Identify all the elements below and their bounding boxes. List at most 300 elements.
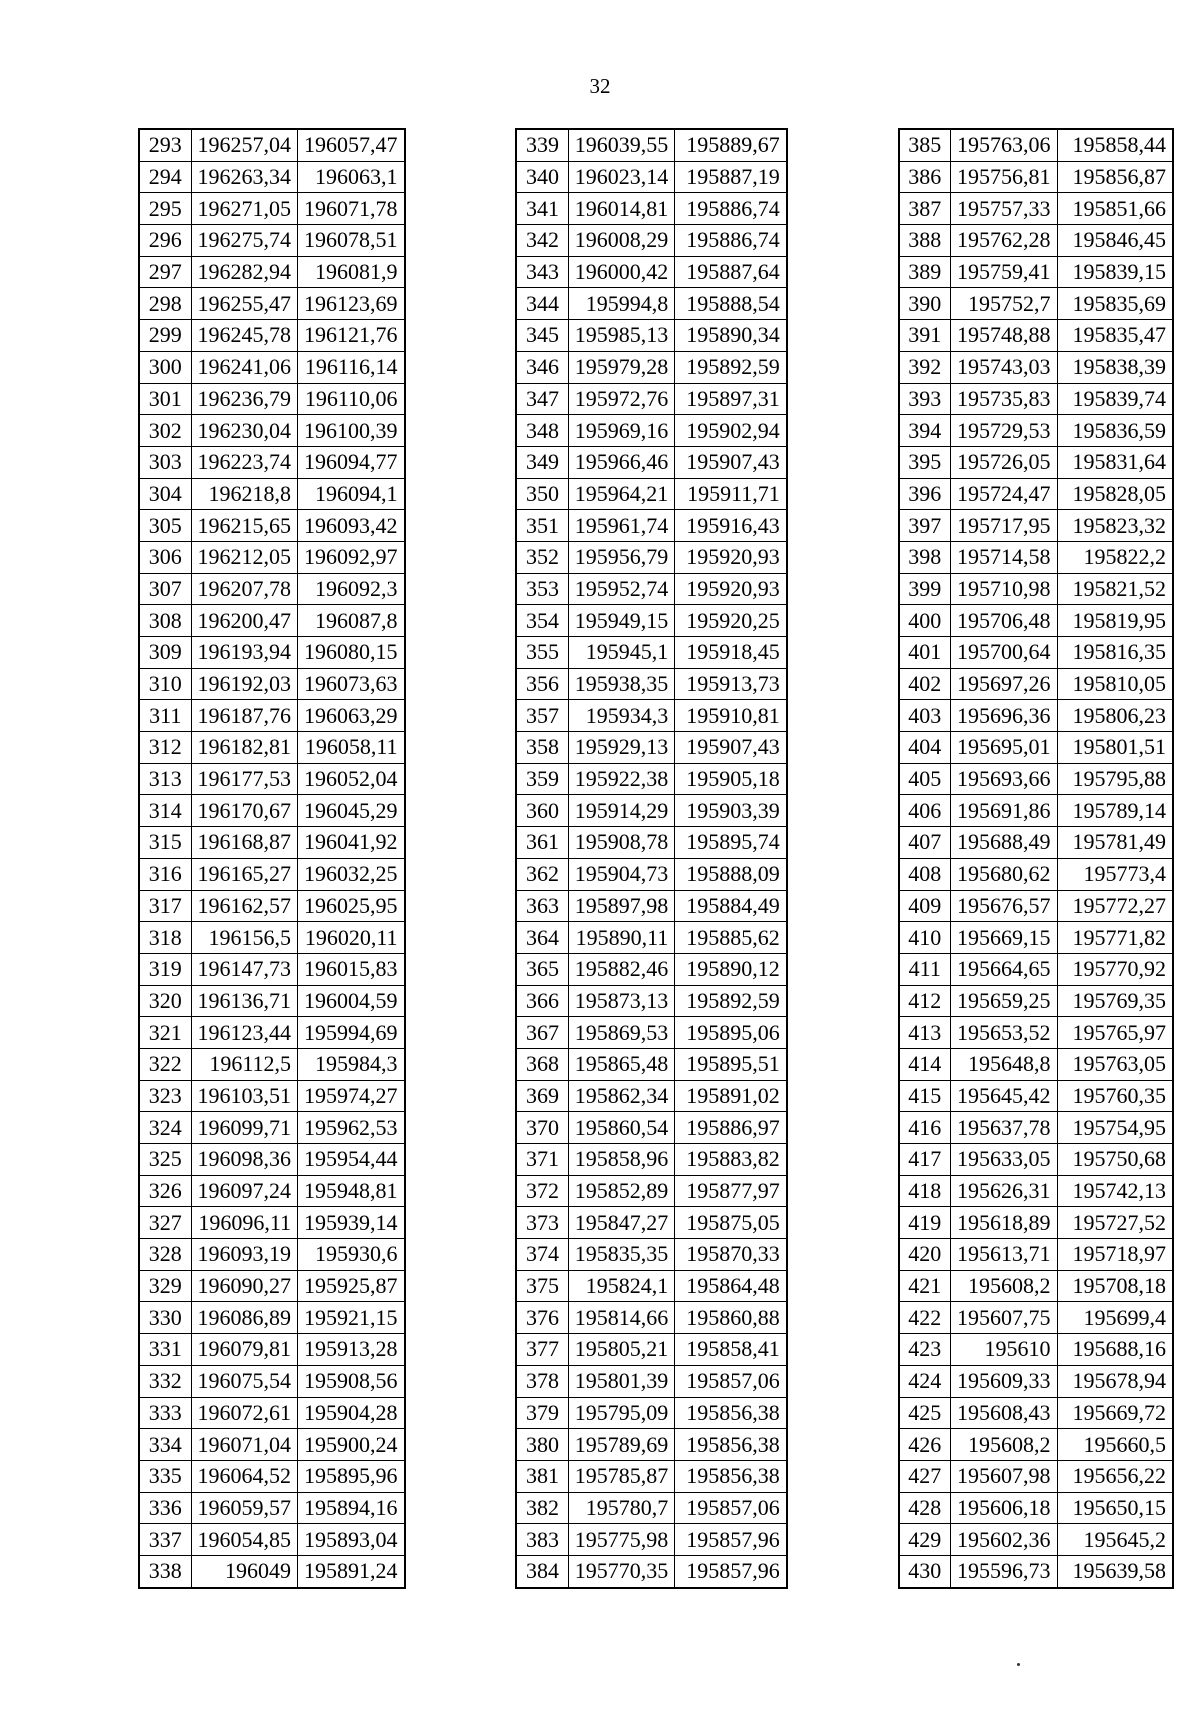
table-row bbox=[139, 351, 405, 383]
point-number-cell: 410 bbox=[899, 922, 951, 954]
table-row bbox=[899, 288, 1174, 320]
table-row bbox=[516, 573, 787, 605]
y-coordinate-cell: 195907,43 bbox=[675, 446, 787, 478]
y-coordinate-cell: 195888,09 bbox=[675, 858, 787, 890]
point-number-cell: 390 bbox=[899, 288, 951, 320]
x-coordinate-cell: 195795,09 bbox=[568, 1397, 675, 1429]
point-number-cell: 321 bbox=[139, 1017, 191, 1049]
y-coordinate-cell: 195835,47 bbox=[1057, 320, 1173, 352]
point-number-cell: 413 bbox=[899, 1017, 951, 1049]
x-coordinate-cell: 195748,88 bbox=[951, 320, 1058, 352]
point-number-cell: 369 bbox=[516, 1080, 568, 1112]
point-number-cell: 360 bbox=[516, 795, 568, 827]
point-number-cell: 406 bbox=[899, 795, 951, 827]
x-coordinate-cell: 196079,81 bbox=[191, 1334, 298, 1366]
table-row bbox=[516, 668, 787, 700]
point-number-cell: 385 bbox=[899, 129, 951, 161]
point-number-cell: 375 bbox=[516, 1270, 568, 1302]
y-coordinate-cell: 195856,38 bbox=[675, 1429, 787, 1461]
y-coordinate-cell: 195678,94 bbox=[1057, 1365, 1173, 1397]
point-number-cell: 297 bbox=[139, 256, 191, 288]
x-coordinate-cell: 195607,75 bbox=[951, 1302, 1058, 1334]
point-number-cell: 346 bbox=[516, 351, 568, 383]
table-row bbox=[139, 320, 405, 352]
table-row bbox=[139, 161, 405, 193]
x-coordinate-cell: 196059,57 bbox=[191, 1492, 298, 1524]
y-coordinate-cell: 195838,39 bbox=[1057, 351, 1173, 383]
x-coordinate-cell: 195618,89 bbox=[951, 1207, 1058, 1239]
y-coordinate-cell: 195765,97 bbox=[1057, 1017, 1173, 1049]
point-number-cell: 423 bbox=[899, 1334, 951, 1366]
y-coordinate-cell: 195877,97 bbox=[675, 1175, 787, 1207]
table-row bbox=[899, 700, 1174, 732]
table-row bbox=[516, 1270, 787, 1302]
point-number-cell: 345 bbox=[516, 320, 568, 352]
y-coordinate-cell: 195921,15 bbox=[298, 1302, 405, 1334]
x-coordinate-cell: 196071,04 bbox=[191, 1429, 298, 1461]
x-coordinate-cell: 195596,73 bbox=[951, 1555, 1058, 1587]
table-row bbox=[516, 161, 787, 193]
point-number-cell: 334 bbox=[139, 1429, 191, 1461]
point-number-cell: 335 bbox=[139, 1460, 191, 1492]
table-row bbox=[899, 763, 1174, 795]
y-coordinate-cell: 196110,06 bbox=[298, 383, 405, 415]
point-number-cell: 421 bbox=[899, 1270, 951, 1302]
point-number-cell: 316 bbox=[139, 858, 191, 890]
x-coordinate-cell: 196245,78 bbox=[191, 320, 298, 352]
y-coordinate-cell: 195750,68 bbox=[1057, 1144, 1173, 1176]
point-number-cell: 384 bbox=[516, 1555, 568, 1587]
table-row bbox=[516, 383, 787, 415]
x-coordinate-cell: 195693,66 bbox=[951, 763, 1058, 795]
point-number-cell: 357 bbox=[516, 700, 568, 732]
point-number-cell: 426 bbox=[899, 1429, 951, 1461]
point-number-cell: 302 bbox=[139, 415, 191, 447]
table-row bbox=[899, 573, 1174, 605]
point-number-cell: 299 bbox=[139, 320, 191, 352]
point-number-cell: 358 bbox=[516, 732, 568, 764]
point-number-cell: 412 bbox=[899, 985, 951, 1017]
x-coordinate-cell: 196165,27 bbox=[191, 858, 298, 890]
table-row bbox=[139, 193, 405, 225]
y-coordinate-cell: 195708,18 bbox=[1057, 1270, 1173, 1302]
y-coordinate-cell: 195930,6 bbox=[298, 1239, 405, 1271]
table-row bbox=[139, 732, 405, 764]
x-coordinate-cell: 196241,06 bbox=[191, 351, 298, 383]
y-coordinate-cell: 195839,74 bbox=[1057, 383, 1173, 415]
x-coordinate-cell: 195724,47 bbox=[951, 478, 1058, 510]
y-coordinate-cell: 195892,59 bbox=[675, 351, 787, 383]
table-row bbox=[139, 827, 405, 859]
table-row bbox=[516, 1017, 787, 1049]
point-number-cell: 320 bbox=[139, 985, 191, 1017]
table-row bbox=[516, 225, 787, 257]
x-coordinate-cell: 195608,2 bbox=[951, 1270, 1058, 1302]
table-row bbox=[516, 478, 787, 510]
x-coordinate-cell: 195952,74 bbox=[568, 573, 675, 605]
point-number-cell: 313 bbox=[139, 763, 191, 795]
y-coordinate-cell: 195885,62 bbox=[675, 922, 787, 954]
y-coordinate-cell: 195718,97 bbox=[1057, 1239, 1173, 1271]
table-row bbox=[516, 1365, 787, 1397]
x-coordinate-cell: 196187,76 bbox=[191, 700, 298, 732]
table-row bbox=[139, 668, 405, 700]
y-coordinate-cell: 195913,28 bbox=[298, 1334, 405, 1366]
table-row bbox=[139, 605, 405, 637]
x-coordinate-cell: 195904,73 bbox=[568, 858, 675, 890]
point-number-cell: 315 bbox=[139, 827, 191, 859]
table-row bbox=[899, 1302, 1174, 1334]
y-coordinate-cell: 195884,49 bbox=[675, 890, 787, 922]
y-coordinate-cell: 195900,24 bbox=[298, 1429, 405, 1461]
point-number-cell: 330 bbox=[139, 1302, 191, 1334]
x-coordinate-cell: 195865,48 bbox=[568, 1048, 675, 1080]
point-number-cell: 411 bbox=[899, 953, 951, 985]
table-row bbox=[899, 256, 1174, 288]
y-coordinate-cell: 195760,35 bbox=[1057, 1080, 1173, 1112]
table-row bbox=[139, 256, 405, 288]
table-row bbox=[516, 1207, 787, 1239]
x-coordinate-cell: 196075,54 bbox=[191, 1365, 298, 1397]
x-coordinate-cell: 195862,34 bbox=[568, 1080, 675, 1112]
table-row bbox=[516, 1302, 787, 1334]
point-number-cell: 419 bbox=[899, 1207, 951, 1239]
y-coordinate-cell: 196058,11 bbox=[298, 732, 405, 764]
table-row bbox=[139, 890, 405, 922]
point-number-cell: 371 bbox=[516, 1144, 568, 1176]
x-coordinate-cell: 196223,74 bbox=[191, 446, 298, 478]
y-coordinate-cell: 195890,12 bbox=[675, 953, 787, 985]
point-number-cell: 354 bbox=[516, 605, 568, 637]
x-coordinate-cell: 196072,61 bbox=[191, 1397, 298, 1429]
y-coordinate-cell: 195828,05 bbox=[1057, 478, 1173, 510]
table-row bbox=[899, 1429, 1174, 1461]
x-coordinate-cell: 195869,53 bbox=[568, 1017, 675, 1049]
point-number-cell: 376 bbox=[516, 1302, 568, 1334]
x-coordinate-cell: 195645,42 bbox=[951, 1080, 1058, 1112]
table-row bbox=[139, 953, 405, 985]
point-number-cell: 310 bbox=[139, 668, 191, 700]
y-coordinate-cell: 195771,82 bbox=[1057, 922, 1173, 954]
y-coordinate-cell: 195821,52 bbox=[1057, 573, 1173, 605]
x-coordinate-cell: 195860,54 bbox=[568, 1112, 675, 1144]
y-coordinate-cell: 195911,71 bbox=[675, 478, 787, 510]
x-coordinate-cell: 196097,24 bbox=[191, 1175, 298, 1207]
x-coordinate-cell: 195770,35 bbox=[568, 1555, 675, 1587]
table-row bbox=[899, 1555, 1174, 1587]
table-row bbox=[139, 1048, 405, 1080]
y-coordinate-cell: 195810,05 bbox=[1057, 668, 1173, 700]
x-coordinate-cell: 195972,76 bbox=[568, 383, 675, 415]
table-row bbox=[899, 668, 1174, 700]
x-coordinate-cell: 195949,15 bbox=[568, 605, 675, 637]
x-coordinate-cell: 196000,42 bbox=[568, 256, 675, 288]
table-row bbox=[899, 1524, 1174, 1556]
x-coordinate-cell: 195659,25 bbox=[951, 985, 1058, 1017]
point-number-cell: 305 bbox=[139, 510, 191, 542]
y-coordinate-cell: 195851,66 bbox=[1057, 193, 1173, 225]
y-coordinate-cell: 195773,4 bbox=[1057, 858, 1173, 890]
y-coordinate-cell: 195645,2 bbox=[1057, 1524, 1173, 1556]
x-coordinate-cell: 196162,57 bbox=[191, 890, 298, 922]
y-coordinate-cell: 195699,4 bbox=[1057, 1302, 1173, 1334]
table-row bbox=[139, 541, 405, 573]
x-coordinate-cell: 195873,13 bbox=[568, 985, 675, 1017]
point-number-cell: 400 bbox=[899, 605, 951, 637]
x-coordinate-cell: 196170,67 bbox=[191, 795, 298, 827]
x-coordinate-cell: 195824,1 bbox=[568, 1270, 675, 1302]
x-coordinate-cell: 196282,94 bbox=[191, 256, 298, 288]
y-coordinate-cell: 196063,29 bbox=[298, 700, 405, 732]
y-coordinate-cell: 195870,33 bbox=[675, 1239, 787, 1271]
x-coordinate-cell: 195914,29 bbox=[568, 795, 675, 827]
x-coordinate-cell: 195757,33 bbox=[951, 193, 1058, 225]
point-number-cell: 391 bbox=[899, 320, 951, 352]
x-coordinate-cell: 195752,7 bbox=[951, 288, 1058, 320]
y-coordinate-cell: 195886,74 bbox=[675, 225, 787, 257]
table-row bbox=[899, 890, 1174, 922]
y-coordinate-cell: 195954,44 bbox=[298, 1144, 405, 1176]
x-coordinate-cell: 195922,38 bbox=[568, 763, 675, 795]
y-coordinate-cell: 195883,82 bbox=[675, 1144, 787, 1176]
point-number-cell: 329 bbox=[139, 1270, 191, 1302]
y-coordinate-cell: 196116,14 bbox=[298, 351, 405, 383]
table-row bbox=[139, 1270, 405, 1302]
y-coordinate-cell: 195895,96 bbox=[298, 1460, 405, 1492]
table-row bbox=[516, 1429, 787, 1461]
point-number-cell: 393 bbox=[899, 383, 951, 415]
point-number-cell: 347 bbox=[516, 383, 568, 415]
x-coordinate-cell: 196049 bbox=[191, 1555, 298, 1587]
y-coordinate-cell: 195984,3 bbox=[298, 1048, 405, 1080]
point-number-cell: 323 bbox=[139, 1080, 191, 1112]
table-row bbox=[899, 1144, 1174, 1176]
table-row bbox=[516, 1175, 787, 1207]
point-number-cell: 355 bbox=[516, 637, 568, 669]
point-number-cell: 429 bbox=[899, 1524, 951, 1556]
point-number-cell: 386 bbox=[899, 161, 951, 193]
point-number-cell: 408 bbox=[899, 858, 951, 890]
point-number-cell: 383 bbox=[516, 1524, 568, 1556]
point-number-cell: 327 bbox=[139, 1207, 191, 1239]
y-coordinate-cell: 196094,77 bbox=[298, 446, 405, 478]
point-number-cell: 414 bbox=[899, 1048, 951, 1080]
x-coordinate-cell: 195653,52 bbox=[951, 1017, 1058, 1049]
table-row bbox=[899, 1207, 1174, 1239]
table-row bbox=[139, 1302, 405, 1334]
y-coordinate-cell: 196020,11 bbox=[298, 922, 405, 954]
x-coordinate-cell: 196192,03 bbox=[191, 668, 298, 700]
table-row bbox=[516, 827, 787, 859]
table-row bbox=[516, 1048, 787, 1080]
table-row bbox=[139, 225, 405, 257]
point-number-cell: 364 bbox=[516, 922, 568, 954]
x-coordinate-cell: 195890,11 bbox=[568, 922, 675, 954]
y-coordinate-cell: 195888,54 bbox=[675, 288, 787, 320]
table-row bbox=[139, 573, 405, 605]
point-number-cell: 422 bbox=[899, 1302, 951, 1334]
table-row bbox=[899, 1460, 1174, 1492]
table-row bbox=[516, 890, 787, 922]
x-coordinate-cell: 195735,83 bbox=[951, 383, 1058, 415]
table-row bbox=[899, 1017, 1174, 1049]
y-coordinate-cell: 196092,97 bbox=[298, 541, 405, 573]
x-coordinate-cell: 196168,87 bbox=[191, 827, 298, 859]
table-row bbox=[899, 1365, 1174, 1397]
x-coordinate-cell: 196099,71 bbox=[191, 1112, 298, 1144]
y-coordinate-cell: 195890,34 bbox=[675, 320, 787, 352]
y-coordinate-cell: 195907,43 bbox=[675, 732, 787, 764]
y-coordinate-cell: 196032,25 bbox=[298, 858, 405, 890]
point-number-cell: 416 bbox=[899, 1112, 951, 1144]
point-number-cell: 314 bbox=[139, 795, 191, 827]
x-coordinate-cell: 195908,78 bbox=[568, 827, 675, 859]
y-coordinate-cell: 195897,31 bbox=[675, 383, 787, 415]
y-coordinate-cell: 195886,97 bbox=[675, 1112, 787, 1144]
x-coordinate-cell: 195785,87 bbox=[568, 1460, 675, 1492]
y-coordinate-cell: 196073,63 bbox=[298, 668, 405, 700]
x-coordinate-cell: 195847,27 bbox=[568, 1207, 675, 1239]
x-coordinate-cell: 195801,39 bbox=[568, 1365, 675, 1397]
y-coordinate-cell: 195819,95 bbox=[1057, 605, 1173, 637]
table-row bbox=[139, 478, 405, 510]
y-coordinate-cell: 196078,51 bbox=[298, 225, 405, 257]
point-number-cell: 342 bbox=[516, 225, 568, 257]
y-coordinate-cell: 196100,39 bbox=[298, 415, 405, 447]
y-coordinate-cell: 195886,74 bbox=[675, 193, 787, 225]
y-coordinate-cell: 195891,02 bbox=[675, 1080, 787, 1112]
table-row bbox=[516, 288, 787, 320]
point-number-cell: 317 bbox=[139, 890, 191, 922]
y-coordinate-cell: 195856,38 bbox=[675, 1397, 787, 1429]
point-number-cell: 352 bbox=[516, 541, 568, 573]
y-coordinate-cell: 195910,81 bbox=[675, 700, 787, 732]
table-row bbox=[139, 1492, 405, 1524]
table-row bbox=[139, 383, 405, 415]
point-number-cell: 307 bbox=[139, 573, 191, 605]
table-row bbox=[139, 858, 405, 890]
y-coordinate-cell: 196087,8 bbox=[298, 605, 405, 637]
y-coordinate-cell: 195769,35 bbox=[1057, 985, 1173, 1017]
table-row bbox=[139, 446, 405, 478]
y-coordinate-cell: 196025,95 bbox=[298, 890, 405, 922]
table-row bbox=[899, 510, 1174, 542]
table-row bbox=[899, 1270, 1174, 1302]
table-row bbox=[516, 510, 787, 542]
x-coordinate-cell: 195985,13 bbox=[568, 320, 675, 352]
point-number-cell: 425 bbox=[899, 1397, 951, 1429]
table-row bbox=[139, 1397, 405, 1429]
point-number-cell: 417 bbox=[899, 1144, 951, 1176]
x-coordinate-cell: 195669,15 bbox=[951, 922, 1058, 954]
x-coordinate-cell: 196090,27 bbox=[191, 1270, 298, 1302]
point-number-cell: 361 bbox=[516, 827, 568, 859]
x-coordinate-cell: 196123,44 bbox=[191, 1017, 298, 1049]
y-coordinate-cell: 196092,3 bbox=[298, 573, 405, 605]
x-coordinate-cell: 195835,35 bbox=[568, 1239, 675, 1271]
y-coordinate-cell: 195839,15 bbox=[1057, 256, 1173, 288]
point-number-cell: 397 bbox=[899, 510, 951, 542]
table-row bbox=[516, 637, 787, 669]
coordinate-table-2 bbox=[515, 128, 788, 1589]
point-number-cell: 318 bbox=[139, 922, 191, 954]
x-coordinate-cell: 196255,47 bbox=[191, 288, 298, 320]
x-coordinate-cell: 196218,8 bbox=[191, 478, 298, 510]
x-coordinate-cell: 195609,33 bbox=[951, 1365, 1058, 1397]
y-coordinate-cell: 195860,88 bbox=[675, 1302, 787, 1334]
table-row bbox=[139, 700, 405, 732]
point-number-cell: 341 bbox=[516, 193, 568, 225]
point-number-cell: 366 bbox=[516, 985, 568, 1017]
x-coordinate-cell: 195664,65 bbox=[951, 953, 1058, 985]
y-coordinate-cell: 195875,05 bbox=[675, 1207, 787, 1239]
x-coordinate-cell: 195858,96 bbox=[568, 1144, 675, 1176]
x-coordinate-cell: 195805,21 bbox=[568, 1334, 675, 1366]
point-number-cell: 294 bbox=[139, 161, 191, 193]
y-coordinate-cell: 196081,9 bbox=[298, 256, 405, 288]
table-row bbox=[516, 256, 787, 288]
point-number-cell: 428 bbox=[899, 1492, 951, 1524]
x-coordinate-cell: 195608,2 bbox=[951, 1429, 1058, 1461]
y-coordinate-cell: 196057,47 bbox=[298, 129, 405, 161]
x-coordinate-cell: 195633,05 bbox=[951, 1144, 1058, 1176]
y-coordinate-cell: 195895,06 bbox=[675, 1017, 787, 1049]
table-row bbox=[516, 1460, 787, 1492]
x-coordinate-cell: 195929,13 bbox=[568, 732, 675, 764]
y-coordinate-cell: 195754,95 bbox=[1057, 1112, 1173, 1144]
y-coordinate-cell: 195889,67 bbox=[675, 129, 787, 161]
y-coordinate-cell: 196093,42 bbox=[298, 510, 405, 542]
table-row bbox=[139, 129, 405, 161]
point-number-cell: 331 bbox=[139, 1334, 191, 1366]
table-row bbox=[516, 795, 787, 827]
y-coordinate-cell: 195801,51 bbox=[1057, 732, 1173, 764]
y-coordinate-cell: 196094,1 bbox=[298, 478, 405, 510]
table-row bbox=[899, 1175, 1174, 1207]
y-coordinate-cell: 196052,04 bbox=[298, 763, 405, 795]
point-number-cell: 312 bbox=[139, 732, 191, 764]
point-number-cell: 362 bbox=[516, 858, 568, 890]
table-row bbox=[139, 510, 405, 542]
table-row bbox=[516, 415, 787, 447]
y-coordinate-cell: 195887,19 bbox=[675, 161, 787, 193]
table-row bbox=[516, 446, 787, 478]
table-row bbox=[516, 1112, 787, 1144]
table-row bbox=[139, 985, 405, 1017]
page-number: 32 bbox=[589, 74, 611, 98]
point-number-cell: 293 bbox=[139, 129, 191, 161]
x-coordinate-cell: 196064,52 bbox=[191, 1460, 298, 1492]
point-number-cell: 381 bbox=[516, 1460, 568, 1492]
point-number-cell: 402 bbox=[899, 668, 951, 700]
x-coordinate-cell: 195966,46 bbox=[568, 446, 675, 478]
y-coordinate-cell: 195948,81 bbox=[298, 1175, 405, 1207]
x-coordinate-cell: 195680,62 bbox=[951, 858, 1058, 890]
y-coordinate-cell: 195727,52 bbox=[1057, 1207, 1173, 1239]
x-coordinate-cell: 195956,79 bbox=[568, 541, 675, 573]
y-coordinate-cell: 195772,27 bbox=[1057, 890, 1173, 922]
x-coordinate-cell: 196096,11 bbox=[191, 1207, 298, 1239]
y-coordinate-cell: 195887,64 bbox=[675, 256, 787, 288]
table-row bbox=[516, 922, 787, 954]
point-number-cell: 420 bbox=[899, 1239, 951, 1271]
table-row bbox=[516, 953, 787, 985]
point-number-cell: 348 bbox=[516, 415, 568, 447]
x-coordinate-cell: 196271,05 bbox=[191, 193, 298, 225]
table-row bbox=[899, 1048, 1174, 1080]
x-coordinate-cell: 195676,57 bbox=[951, 890, 1058, 922]
y-coordinate-cell: 196004,59 bbox=[298, 985, 405, 1017]
